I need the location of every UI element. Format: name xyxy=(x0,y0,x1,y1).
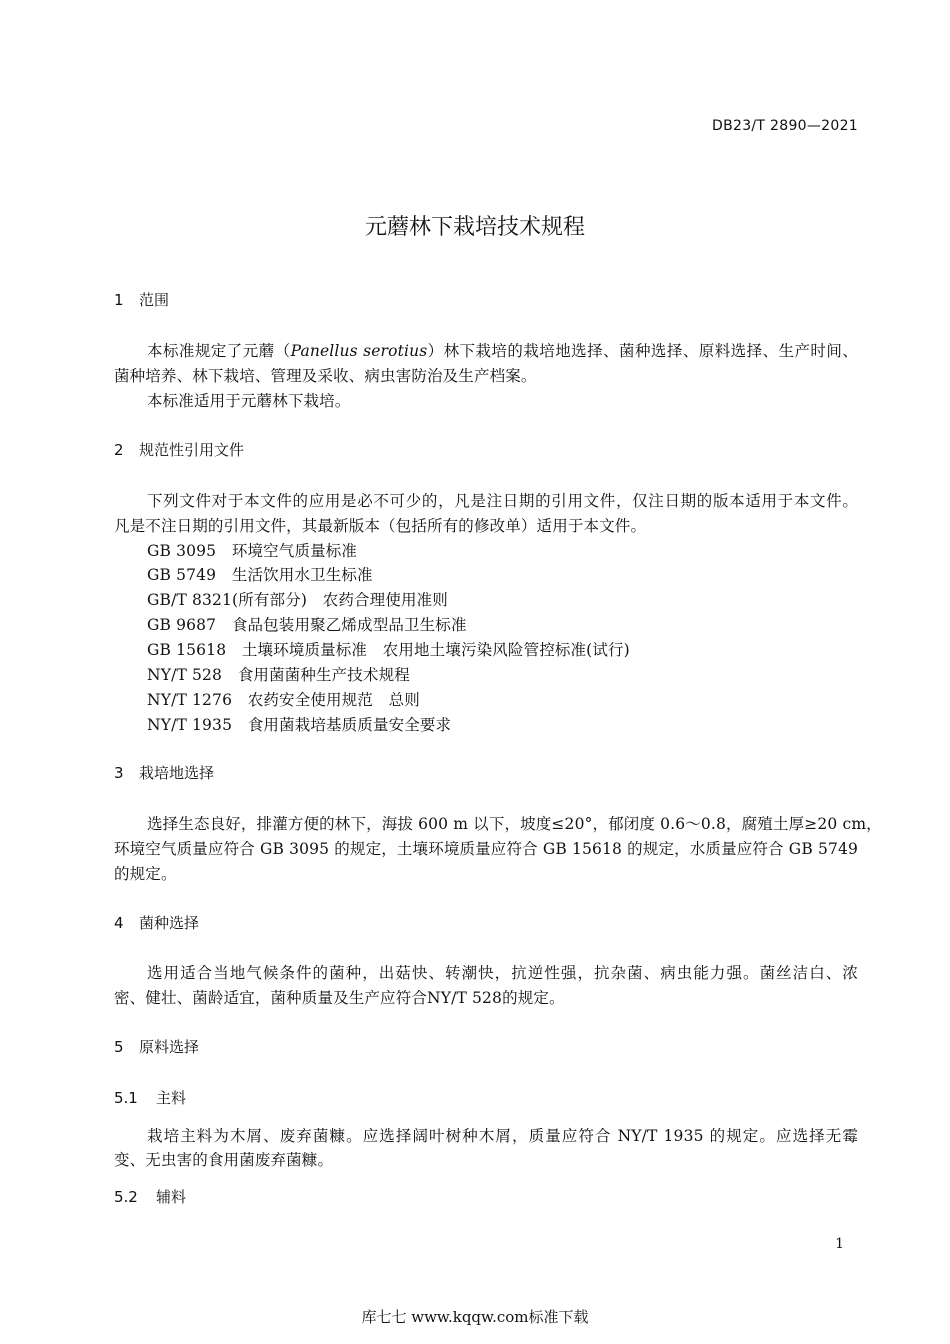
paragraph-line: 栽培主料为木屑、废弃菌糠。应选择阔叶树种木屑，质量应符合 NY/T 1935 的规定。应选择无霉 xyxy=(147,1127,858,1145)
paragraph-line: 密、健壮、菌龄适宜，菌种质量及生产应符合NY/T 528的规定。 xyxy=(114,989,565,1007)
section-number: 2 xyxy=(114,441,124,459)
paragraph-line: 本标准适用于元蘑林下栽培。 xyxy=(147,392,351,410)
section-title: 范围 xyxy=(139,291,170,309)
reference-title: 食品包装用聚乙烯成型品卫生标准 xyxy=(231,616,467,634)
reference-title: 环境空气质量标准 xyxy=(231,542,358,560)
reference-item xyxy=(147,613,467,635)
subsection-number: 5.1 xyxy=(114,1089,138,1107)
paragraph-line: 下列文件对于本文件的应用是必不可少的，凡是注日期的引用文件，仅注日期的版本适用于本文件。 xyxy=(147,492,858,510)
page-number: 1 xyxy=(835,1236,844,1252)
reference-title: 生活饮用水卫生标准 xyxy=(231,566,373,584)
reference-code: GB 3095 xyxy=(147,542,217,560)
reference-item xyxy=(147,663,410,685)
paragraph-line: 环境空气质量应符合 GB 3095 的规定，土壤环境质量应符合 GB 15618 的规定，水质量应符合 GB 5749 xyxy=(114,840,858,858)
reference-title: 食用菌栽培基质质量安全要求 xyxy=(247,716,452,734)
reference-item xyxy=(147,539,357,561)
section-title: 菌种选择 xyxy=(139,914,200,932)
section-number: 5 xyxy=(114,1038,124,1056)
section-title: 规范性引用文件 xyxy=(139,441,245,459)
paragraph-line: 菌种培养、林下栽培、管理及采收、病虫害防治及生产档案。 xyxy=(114,367,537,385)
standard-code: DB23/T 2890—2021 xyxy=(712,118,858,134)
text-run: 本标准规定了元蘑（ xyxy=(147,342,291,360)
reference-code: GB 15618 xyxy=(147,641,227,659)
paragraph-line: 凡是不注日期的引用文件，其最新版本（包括所有的修改单）适用于本文件。 xyxy=(114,517,647,535)
reference-code: GB 5749 xyxy=(147,566,217,584)
subsection-5-1-heading xyxy=(114,1087,186,1108)
reference-item xyxy=(147,713,451,735)
subsection-title: 辅料 xyxy=(156,1188,187,1206)
paragraph-line: 选择生态良好，排灌方便的林下，海拔 600 m 以下，坡度≤20°，郁闭度 0.6～0.8，腐殖土厚≥20 cm， xyxy=(147,815,882,833)
paragraph-line: 选用适合当地气候条件的菌种，出菇快、转潮快，抗逆性强，抗杂菌、病虫能力强。菌丝洁白、浓 xyxy=(147,964,858,982)
subsection-number: 5.2 xyxy=(114,1188,138,1206)
section-3-heading xyxy=(114,762,214,783)
reference-code: NY/T 1276 xyxy=(147,691,233,709)
section-4-heading xyxy=(114,912,199,933)
reference-title: 农药安全使用规范 总则 xyxy=(247,691,420,709)
section-number: 1 xyxy=(114,291,124,309)
reference-item xyxy=(147,588,448,610)
reference-code: NY/T 1935 xyxy=(147,716,233,734)
section-2-heading xyxy=(114,439,244,460)
section-number: 4 xyxy=(114,914,124,932)
reference-code: GB/T 8321(所有部分) xyxy=(147,591,308,609)
footer-watermark: 库七七 www.kqqw.com标准下载 xyxy=(361,1308,589,1326)
section-title: 栽培地选择 xyxy=(139,764,215,782)
section-title: 原料选择 xyxy=(139,1038,200,1056)
latin-name: Panellus serotius xyxy=(290,342,428,360)
section-1-heading xyxy=(114,289,169,310)
paragraph-line: 的规定。 xyxy=(114,865,177,883)
subsection-5-2-heading xyxy=(114,1186,186,1207)
reference-title: 土壤环境质量标准 农用地土壤污染风险管控标准(试行) xyxy=(241,641,630,659)
section-number: 3 xyxy=(114,764,124,782)
reference-code: NY/T 528 xyxy=(147,666,223,684)
reference-code: GB 9687 xyxy=(147,616,217,634)
reference-title: 农药合理使用准则 xyxy=(322,591,448,609)
paragraph-line: 变、无虫害的食用菌废弃菌糠。 xyxy=(114,1151,334,1169)
paragraph-line xyxy=(147,339,858,361)
reference-item xyxy=(147,688,420,710)
subsection-title: 主料 xyxy=(156,1089,187,1107)
reference-item xyxy=(147,638,630,660)
reference-item xyxy=(147,563,373,585)
section-5-heading xyxy=(114,1036,199,1057)
text-run: ）林下栽培的栽培地选择、菌种选择、原料选择、生产时间、 xyxy=(427,342,858,360)
reference-title: 食用菌菌种生产技术规程 xyxy=(237,666,410,684)
page-title: 元蘑林下栽培技术规程 xyxy=(364,215,585,240)
